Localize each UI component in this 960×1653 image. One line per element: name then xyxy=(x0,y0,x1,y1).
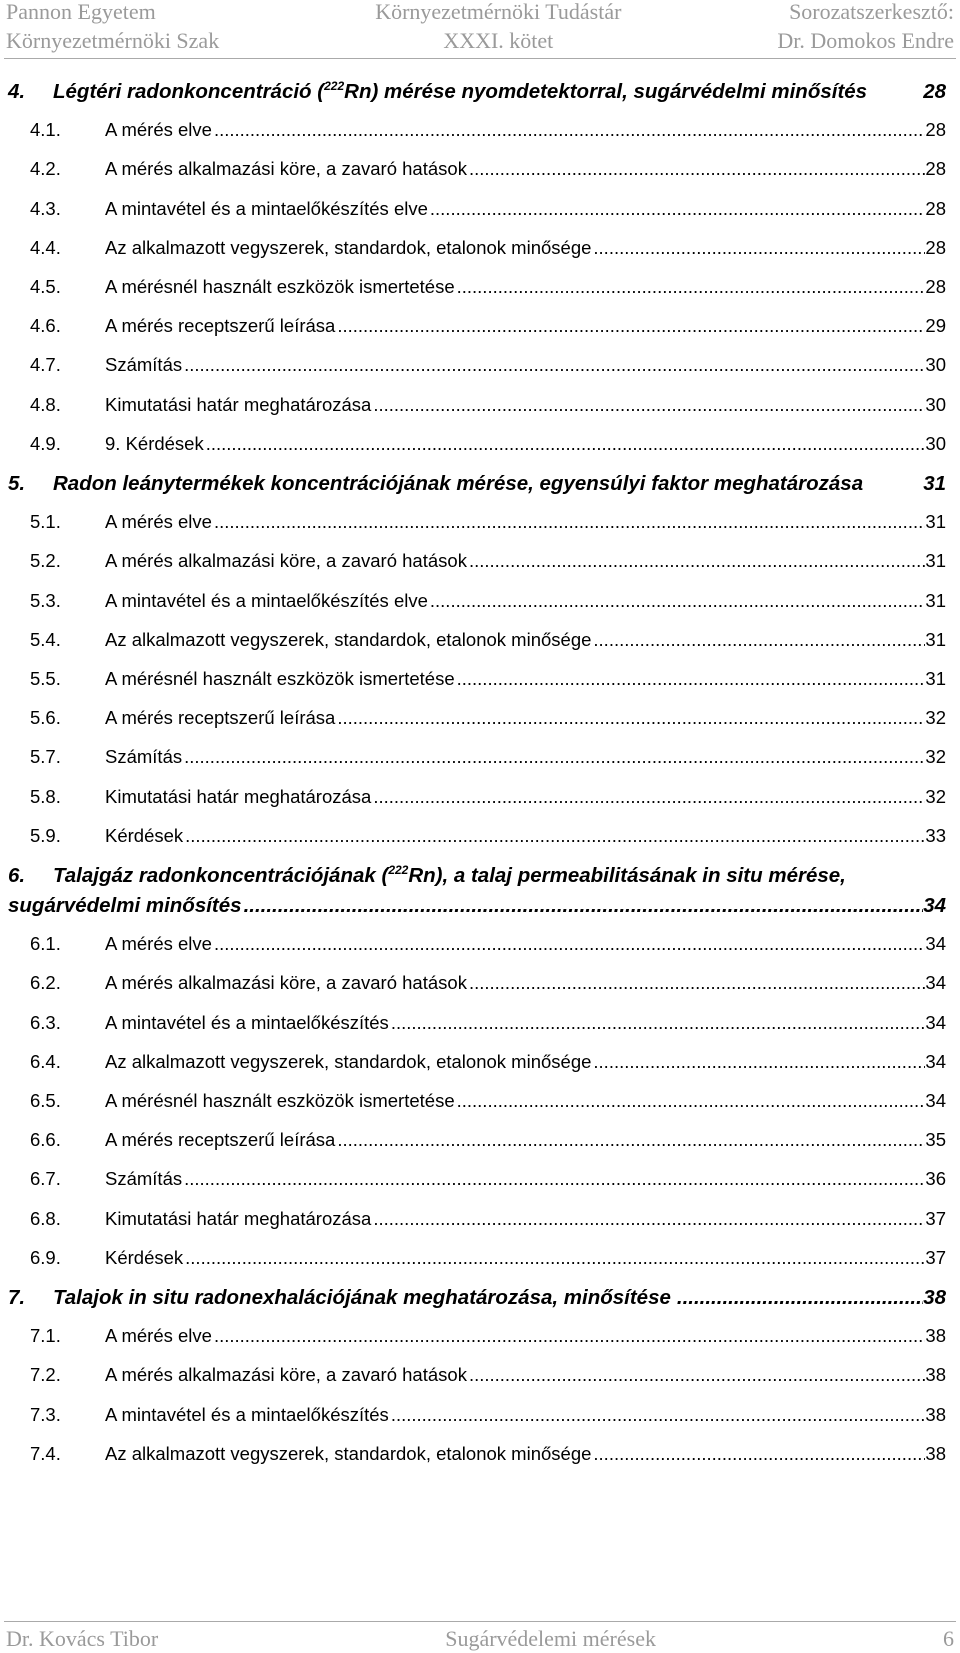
toc-section-row xyxy=(30,1168,946,1190)
toc-section-title: A mérés alkalmazási köre, a zavaró hatások xyxy=(105,972,467,994)
toc-page-number: 28 xyxy=(925,119,946,141)
toc-page-number: 32 xyxy=(925,707,946,729)
toc-section-title: Kimutatási határ meghatározása xyxy=(105,785,372,807)
toc-page-number: 35 xyxy=(925,1129,946,1151)
toc-section-row xyxy=(30,707,946,729)
toc-section-number: 6.7. xyxy=(30,1168,61,1190)
toc-section-title: A mérés alkalmazási köre, a zavaró hatások xyxy=(105,158,467,180)
toc-chapter-number: 6. xyxy=(8,864,26,887)
toc-section-row xyxy=(30,1325,946,1347)
footer-divider xyxy=(4,1621,956,1622)
toc-section-title: A mérés elve xyxy=(105,511,212,533)
toc-leader xyxy=(212,511,925,533)
toc-section-number: 4.3. xyxy=(30,197,61,219)
toc-leader xyxy=(467,550,925,572)
toc-page-number: 34 xyxy=(925,933,946,955)
toc-section-title: A mérés receptszerű leírása xyxy=(105,1129,336,1151)
toc-section-title: A mintavétel és a mintaelőkészítés xyxy=(105,1011,389,1033)
toc-section-number: 5.3. xyxy=(30,589,61,611)
toc-chapter-title: Talajgáz radonkoncentrációjának ( xyxy=(53,864,389,887)
toc-leader xyxy=(371,1208,925,1230)
toc-page-number: 28 xyxy=(923,80,946,103)
header-left xyxy=(6,0,219,55)
toc-section-row xyxy=(30,1364,946,1386)
toc-leader xyxy=(242,894,924,918)
toc-section-title: A mérés alkalmazási köre, a zavaró hatások xyxy=(105,1364,467,1386)
toc-section-number: 5.4. xyxy=(30,628,61,650)
toc-chapter-title xyxy=(53,472,867,496)
toc-superscript: 222 xyxy=(324,79,345,93)
toc-page-number: 33 xyxy=(925,824,946,846)
toc-page-number: 28 xyxy=(925,236,946,258)
toc-leader xyxy=(335,1129,925,1151)
toc-chapter-title-rest: Rn), a talaj permeabilitásának in situ mérése, xyxy=(408,864,846,887)
toc-page-number: 31 xyxy=(923,472,946,495)
toc-section-row xyxy=(30,1208,946,1230)
toc-page-number: 31 xyxy=(925,511,946,533)
toc-section-title: Számítás xyxy=(105,1168,183,1190)
toc-page-number: 34 xyxy=(925,1011,946,1033)
toc-section-row xyxy=(30,433,946,455)
toc-leader xyxy=(389,1012,926,1034)
toc-section-row xyxy=(30,1051,946,1073)
header-volume: XXXI. kötet xyxy=(443,28,554,53)
toc-section-title: Számítás xyxy=(105,354,183,376)
toc-section-row xyxy=(30,786,946,808)
toc-section-row xyxy=(30,198,946,220)
toc-chapter-number: 4. xyxy=(8,80,26,103)
header-editor-name: Dr. Domokos Endre xyxy=(777,28,954,53)
toc-section-number: 5.9. xyxy=(30,824,61,846)
toc-section-row xyxy=(30,1443,946,1465)
toc-section-row xyxy=(30,668,946,690)
toc-section-title: A mintavétel és a mintaelőkészítés elve xyxy=(105,197,428,219)
toc-section-number: 5.5. xyxy=(30,668,61,689)
toc-section-row xyxy=(30,1129,946,1151)
toc-leader xyxy=(455,668,926,690)
toc-leader xyxy=(182,1168,925,1190)
toc-leader xyxy=(467,158,925,180)
toc-chapter-title-text: Radon leánytermékek koncentrációjának mérése, egyensúlyi faktor meghatározása xyxy=(53,472,864,495)
header-university: Pannon Egyetem xyxy=(6,0,156,24)
toc-page-number: 30 xyxy=(925,432,946,454)
toc-section-title: Az alkalmazott vegyszerek, standardok, etalonok minősége xyxy=(105,628,592,650)
toc-chapter-number: 5. xyxy=(8,472,26,495)
toc-section-row xyxy=(30,972,946,994)
toc-section-number: 4.8. xyxy=(30,393,61,415)
toc-section-title: A mérés alkalmazási köre, a zavaró hatások xyxy=(105,550,467,572)
toc-leader xyxy=(675,1286,923,1310)
toc-section-number: 6.3. xyxy=(30,1011,61,1033)
toc-chapter-title-cont: sugárvédelmi minősítés xyxy=(8,894,242,917)
toc-leader xyxy=(371,786,925,808)
toc-section-row xyxy=(30,825,946,847)
toc-chapter-number: 7. xyxy=(8,1286,26,1309)
header-series: Környezetmérnöki Tudástár xyxy=(375,0,622,24)
toc-section-title: Számítás xyxy=(105,746,183,768)
toc-section-number: 7.2. xyxy=(30,1364,61,1386)
toc-page-number: 28 xyxy=(925,276,946,297)
toc-section-row xyxy=(30,629,946,651)
toc-section-number: 6.8. xyxy=(30,1207,61,1229)
toc-section-number: 7.4. xyxy=(30,1442,61,1464)
toc-leader xyxy=(204,433,926,455)
toc-leader xyxy=(428,198,926,220)
page-footer xyxy=(6,1624,954,1653)
toc-section-row xyxy=(30,276,946,298)
toc-section-row xyxy=(30,511,946,533)
toc-section-row xyxy=(30,394,946,416)
toc-section-row xyxy=(30,590,946,612)
toc-page-number: 32 xyxy=(925,785,946,807)
toc-leader xyxy=(389,1404,926,1426)
toc-section-number: 4.1. xyxy=(30,119,61,141)
toc-page-number: 28 xyxy=(925,158,946,180)
toc-section-row xyxy=(30,550,946,572)
toc-page-number: 34 xyxy=(925,972,946,994)
toc-section-title: A mérésnél használt eszközök ismertetése xyxy=(105,276,455,297)
toc-leader xyxy=(335,315,925,337)
toc-section-number: 5.6. xyxy=(30,707,61,729)
toc-section-number: 4.4. xyxy=(30,236,61,258)
toc-chapter-title-text: Talajok in situ radonexhalációjának meghatározása, minősítése xyxy=(53,1286,671,1309)
toc-section-number: 5.8. xyxy=(30,785,61,807)
toc-section-number: 4.2. xyxy=(30,158,61,180)
toc-section-number: 4.6. xyxy=(30,315,61,337)
toc-section-title: Az alkalmazott vegyszerek, standardok, etalonok minősége xyxy=(105,236,592,258)
toc-section-number: 5.7. xyxy=(30,746,61,768)
toc-section-number: 4.5. xyxy=(30,276,61,297)
toc-section-title: Az alkalmazott vegyszerek, standardok, etalonok minősége xyxy=(105,1050,592,1072)
toc-section-title: A mérés receptszerű leírása xyxy=(105,315,336,337)
toc-section-number: 5.2. xyxy=(30,550,61,572)
toc-chapter-title xyxy=(53,1286,675,1310)
toc-page-number: 31 xyxy=(925,589,946,611)
toc-section-number: 6.9. xyxy=(30,1246,61,1268)
toc-section-number: 6.2. xyxy=(30,972,61,994)
toc-page-number: 30 xyxy=(925,393,946,415)
toc-section-number: 7.1. xyxy=(30,1325,61,1347)
toc-page-number: 34 xyxy=(923,894,946,917)
toc-section-title: Kérdések xyxy=(105,824,184,846)
toc-section-number: 6.5. xyxy=(30,1090,61,1111)
toc-page-number: 34 xyxy=(925,1090,946,1111)
toc-section-number: 7.3. xyxy=(30,1403,61,1425)
toc-chapter-title-rest: Rn) mérése nyomdetektorral, sugárvédelmi minősítés xyxy=(344,80,868,103)
toc-section-number: 4.7. xyxy=(30,354,61,376)
toc-chapter-row xyxy=(8,1286,946,1310)
toc-chapter-line xyxy=(8,864,946,888)
header-divider xyxy=(4,58,956,59)
toc-leader xyxy=(212,119,925,141)
toc-section-row xyxy=(30,746,946,768)
toc-section-row xyxy=(30,1404,946,1426)
toc-section-number: 6.6. xyxy=(30,1129,61,1151)
toc-page-number: 37 xyxy=(925,1246,946,1268)
toc-section-title: A mérés elve xyxy=(105,1325,212,1347)
toc-page-number: 31 xyxy=(925,628,946,650)
toc-section-row xyxy=(30,354,946,376)
toc-page-number: 29 xyxy=(925,315,946,337)
toc-page-number: 36 xyxy=(925,1168,946,1190)
toc-section-row xyxy=(30,933,946,955)
toc-section-row xyxy=(30,237,946,259)
header-editor-label: Sorozatszerkesztő: xyxy=(789,0,954,24)
toc-leader xyxy=(455,1090,926,1112)
toc-section-row xyxy=(30,119,946,141)
toc-section-title: A mintavétel és a mintaelőkészítés xyxy=(105,1403,389,1425)
toc-leader xyxy=(591,1443,925,1465)
toc-page-number: 38 xyxy=(925,1364,946,1386)
toc-chapter-row xyxy=(8,80,946,104)
toc-page-number: 28 xyxy=(925,197,946,219)
toc-section-title: A mérés elve xyxy=(105,119,212,141)
toc-page-number: 38 xyxy=(925,1403,946,1425)
toc-leader xyxy=(591,1051,925,1073)
toc-section-row xyxy=(30,1247,946,1269)
toc-section-number: 5.1. xyxy=(30,511,61,533)
toc-page-number: 37 xyxy=(925,1207,946,1229)
toc-page-number: 31 xyxy=(925,550,946,572)
toc-page-number: 30 xyxy=(925,354,946,376)
toc-section-title: A mintavétel és a mintaelőkészítés elve xyxy=(105,589,428,611)
toc-leader xyxy=(335,707,925,729)
toc-section-row xyxy=(30,315,946,337)
toc-leader xyxy=(455,276,926,298)
toc-leader xyxy=(467,1364,925,1386)
toc-leader xyxy=(182,354,925,376)
toc-leader xyxy=(183,825,925,847)
toc-section-row xyxy=(30,158,946,180)
toc-section-number: 4.9. xyxy=(30,432,61,454)
toc-leader xyxy=(212,933,925,955)
toc-leader xyxy=(428,590,926,612)
toc-section-title: Kimutatási határ meghatározása xyxy=(105,1207,372,1229)
toc-section-title: Kérdések xyxy=(105,1246,184,1268)
toc-section-title: A mérés elve xyxy=(105,933,212,955)
footer-title: Sugárvédelemi mérések xyxy=(445,1626,656,1651)
toc-section-row xyxy=(30,1090,946,1112)
page-header xyxy=(6,0,954,55)
toc-leader xyxy=(183,1247,925,1269)
toc-superscript: 222 xyxy=(388,863,409,877)
toc-leader xyxy=(212,1325,925,1347)
toc-leader xyxy=(591,629,925,651)
toc-chapter-title-text: Légtéri radonkoncentráció ( xyxy=(53,80,325,103)
toc-section-title: Kimutatási határ meghatározása xyxy=(105,393,372,415)
toc-section-title: A mérésnél használt eszközök ismertetése xyxy=(105,668,455,689)
toc-section-title: 9. Kérdések xyxy=(105,432,204,454)
toc-page-number: 38 xyxy=(925,1442,946,1464)
toc-page-number: 38 xyxy=(923,1286,946,1309)
toc-section-number: 6.1. xyxy=(30,933,61,955)
toc-chapter-row xyxy=(8,472,946,496)
toc-page-number: 38 xyxy=(925,1325,946,1347)
toc-section-number: 6.4. xyxy=(30,1050,61,1072)
toc-leader xyxy=(182,746,925,768)
header-center xyxy=(375,0,621,55)
toc-page-number: 34 xyxy=(925,1050,946,1072)
page-number: 6 xyxy=(942,1626,954,1651)
toc-section-title: Az alkalmazott vegyszerek, standardok, etalonok minősége xyxy=(105,1442,592,1464)
toc-leader xyxy=(591,237,925,259)
toc-leader xyxy=(371,394,925,416)
toc-chapter-row xyxy=(8,894,946,918)
toc-section-title: A mérésnél használt eszközök ismertetése xyxy=(105,1090,455,1111)
toc-section-title: A mérés receptszerű leírása xyxy=(105,707,336,729)
header-program: Környezetmérnöki Szak xyxy=(6,28,220,53)
header-right xyxy=(777,0,954,55)
footer-author: Dr. Kovács Tibor xyxy=(6,1626,159,1651)
toc-leader xyxy=(467,972,925,994)
toc-page-number: 32 xyxy=(925,746,946,768)
toc-page-number: 31 xyxy=(925,668,946,689)
toc-section-row xyxy=(30,1012,946,1034)
toc-chapter-title xyxy=(53,80,871,104)
